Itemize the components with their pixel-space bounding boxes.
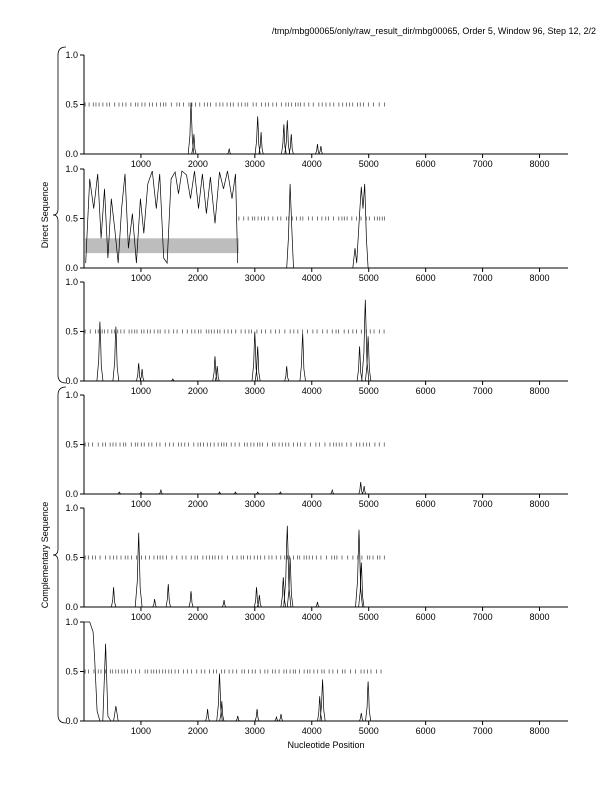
signal-peak — [166, 584, 171, 607]
signal-peak — [331, 490, 335, 494]
panel-2 — [65, 164, 568, 283]
x-tick-label: 8000 — [529, 499, 550, 509]
signal-peak — [257, 595, 261, 607]
group-label: Complementary Sequence — [40, 501, 50, 609]
y-tick-label: 1.0 — [65, 277, 78, 287]
x-tick-label: 6000 — [415, 159, 436, 169]
x-tick-label: 1000 — [130, 499, 151, 509]
x-tick-label: 4000 — [301, 612, 322, 622]
signal-peak — [275, 717, 279, 721]
x-tick-label: 2000 — [187, 726, 208, 736]
signal-peak — [137, 363, 141, 381]
signal-peak — [140, 369, 144, 381]
signal-peak — [135, 533, 142, 607]
x-tick-label: 4000 — [301, 159, 322, 169]
group-label: Direct Sequence — [40, 181, 50, 249]
x-tick-label: 4000 — [301, 386, 322, 396]
signal-peak — [113, 327, 119, 381]
x-tick-label: 8000 — [529, 386, 550, 396]
signal-peak — [366, 681, 371, 721]
y-tick-label: 0.0 — [65, 716, 78, 726]
group-brace — [53, 387, 66, 723]
x-tick-label: 6000 — [415, 273, 436, 283]
y-tick-label: 1.0 — [65, 617, 78, 627]
panels-layer — [65, 50, 568, 736]
x-tick-label: 2000 — [187, 499, 208, 509]
y-tick-label: 0.0 — [65, 263, 78, 273]
signal-peak — [255, 116, 260, 154]
x-tick-label: 6000 — [415, 612, 436, 622]
signal-line — [353, 184, 368, 268]
y-tick-label: 1.0 — [65, 390, 78, 400]
y-tick-label: 0.5 — [65, 439, 78, 450]
signal-line — [287, 184, 294, 268]
signal-peak — [279, 714, 283, 721]
signal-peak — [189, 591, 193, 607]
signal-peak — [213, 356, 218, 381]
x-tick-label: 3000 — [244, 726, 265, 736]
x-tick-label: 5000 — [358, 499, 379, 509]
x-tick-label: 4000 — [301, 726, 322, 736]
y-tick-label: 0.5 — [65, 666, 78, 677]
signal-peak — [300, 334, 306, 382]
signal-peak — [357, 346, 362, 381]
x-tick-label: 7000 — [472, 499, 493, 509]
y-tick-label: 0.0 — [65, 489, 78, 499]
signal-peak — [222, 600, 226, 607]
x-tick-label: 8000 — [529, 726, 550, 736]
x-tick-label: 6000 — [415, 386, 436, 396]
x-tick-label: 5000 — [358, 273, 379, 283]
signal-peak — [319, 146, 323, 154]
group-brace — [53, 47, 66, 383]
x-tick-label: 2000 — [187, 159, 208, 169]
y-tick-label: 0.0 — [65, 149, 78, 159]
signal-peak — [227, 149, 231, 154]
x-tick-label: 2000 — [187, 386, 208, 396]
signal-line — [114, 706, 119, 721]
panel-6 — [65, 617, 568, 736]
signal-peak — [153, 599, 157, 607]
x-tick-label: 6000 — [415, 499, 436, 509]
x-tick-label: 1000 — [130, 612, 151, 622]
signal-peak — [320, 679, 325, 721]
signal-line — [84, 622, 100, 721]
y-tick-label: 0.5 — [65, 213, 78, 224]
y-tick-label: 0.5 — [65, 552, 78, 563]
x-tick-label: 3000 — [244, 386, 265, 396]
y-tick-label: 0.0 — [65, 602, 78, 612]
signal-peak — [362, 486, 366, 494]
x-tick-label: 7000 — [472, 159, 493, 169]
x-tick-label: 1000 — [130, 386, 151, 396]
x-tick-label: 5000 — [358, 386, 379, 396]
y-tick-label: 1.0 — [65, 50, 78, 60]
signal-peak — [316, 602, 320, 607]
x-tick-label: 3000 — [244, 159, 265, 169]
x-tick-label: 6000 — [415, 726, 436, 736]
signal-peak — [255, 709, 259, 721]
y-tick-label: 0.5 — [65, 99, 78, 110]
y-tick-label: 0.0 — [65, 376, 78, 386]
signal-peak — [236, 716, 240, 721]
signal-peak — [359, 563, 364, 608]
panel-4 — [65, 390, 568, 509]
panel-3 — [65, 277, 568, 396]
x-tick-label: 5000 — [358, 612, 379, 622]
y-tick-label: 1.0 — [65, 164, 78, 174]
y-tick-label: 0.5 — [65, 326, 78, 337]
x-axis-title: Nucleotide Position — [287, 740, 365, 750]
x-tick-label: 2000 — [187, 612, 208, 622]
panel-5 — [65, 503, 568, 622]
x-tick-label: 1000 — [130, 273, 151, 283]
x-tick-label: 2000 — [187, 273, 208, 283]
x-tick-label: 5000 — [358, 159, 379, 169]
signal-peak — [285, 120, 290, 154]
signal-peak — [206, 709, 210, 721]
x-tick-label: 4000 — [301, 499, 322, 509]
signal-peak — [111, 587, 115, 607]
x-tick-label: 5000 — [358, 726, 379, 736]
signal-peak — [316, 144, 320, 154]
signal-peak — [285, 366, 289, 381]
signal-peak — [289, 134, 293, 154]
x-tick-label: 1000 — [130, 726, 151, 736]
x-tick-label: 7000 — [472, 386, 493, 396]
x-tick-label: 8000 — [529, 273, 550, 283]
signal-peak — [159, 490, 163, 494]
signal-peak — [359, 482, 363, 494]
x-tick-label: 4000 — [301, 273, 322, 283]
panel-1 — [65, 50, 568, 169]
signal-line — [103, 644, 111, 721]
x-tick-label: 3000 — [244, 273, 265, 283]
group-braces — [40, 47, 66, 723]
x-tick-label: 3000 — [244, 612, 265, 622]
x-tick-label: 1000 — [130, 159, 151, 169]
signal-peak — [259, 132, 263, 154]
plot-header-title: /tmp/mbg00065/only/raw_result_dir/mbg00065, Order 5, Window 96, Step 12, 2/2 — [271, 26, 596, 36]
x-tick-label: 7000 — [472, 273, 493, 283]
x-tick-label: 8000 — [529, 159, 550, 169]
signal-peak — [217, 674, 223, 722]
x-tick-label: 7000 — [472, 612, 493, 622]
x-tick-label: 3000 — [244, 499, 265, 509]
x-tick-label: 7000 — [472, 726, 493, 736]
x-tick-label: 8000 — [529, 612, 550, 622]
signal-peak — [359, 713, 363, 721]
y-tick-label: 1.0 — [65, 503, 78, 513]
